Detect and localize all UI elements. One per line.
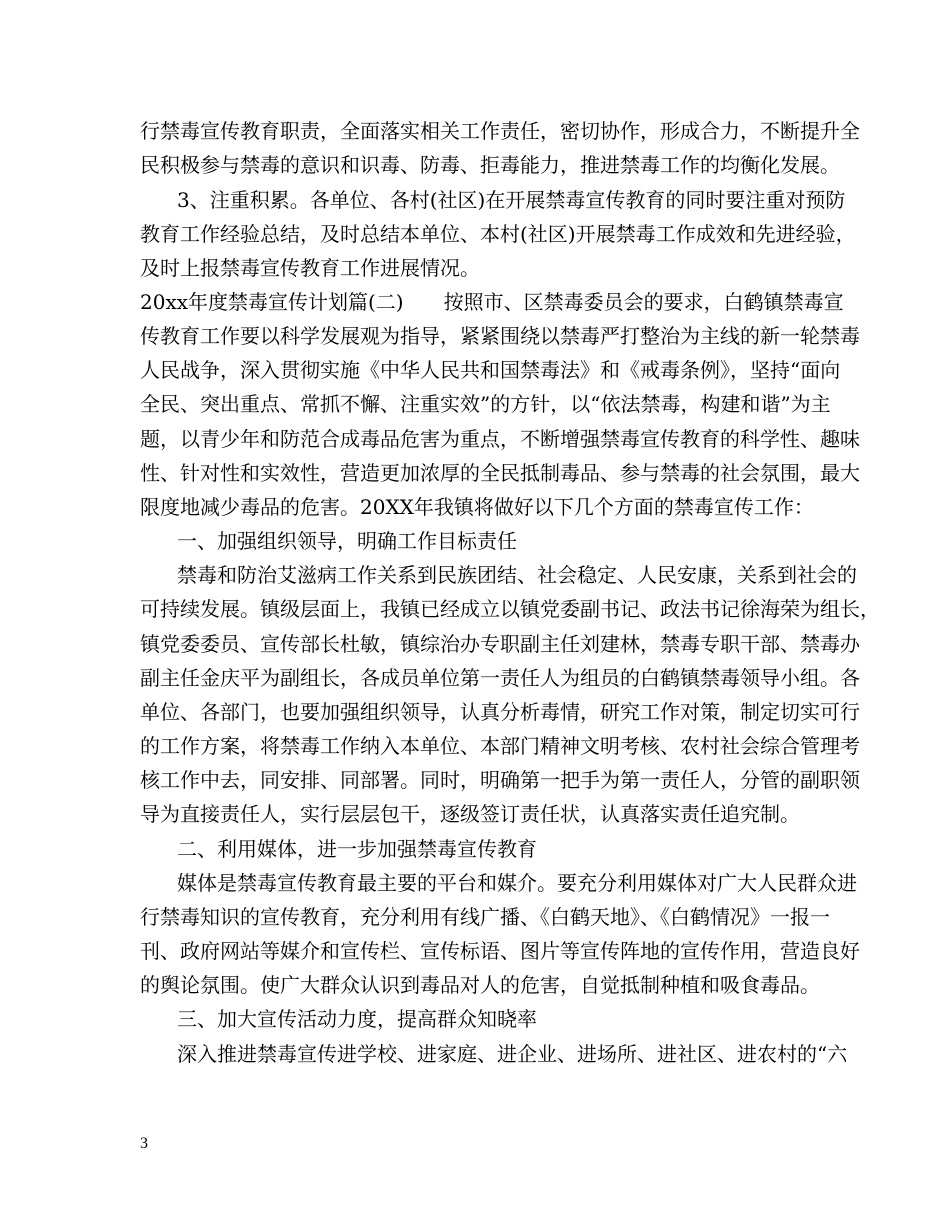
subheading-line: 一、加强组织领导，明确工作目标责任 — [177, 529, 517, 553]
text-line: 及时上报禁毒宣传教育工作进展情况。 — [140, 256, 480, 280]
text-line: 的工作方案，将禁毒工作纳入本单位、本部门精神文明考核、农村社会综合管理考 — [140, 734, 860, 758]
text-line: 导为直接责任人，实行层层包干，逐级签订责任状，认真落实责任追究制。 — [140, 802, 800, 826]
subheading-line: 三、加大宣传活动力度，提高群众知晓率 — [177, 1007, 537, 1031]
text-line: 副主任金庆平为副组长，各成员单位第一责任人为组员的白鹤镇禁毒领导小组。各 — [140, 666, 860, 690]
text-line: 行禁毒知识的宣传教育，充分利用有线广播、《白鹤天地》、《白鹤情况》一报一 — [140, 905, 830, 929]
text-line: 刊、政府网站等媒介和宣传栏、宣传标语、图片等宣传阵地的宣传作用，营造良好 — [140, 939, 860, 963]
text-line: 镇党委委员、宣传部长杜敏，镇综治办专职副主任刘建林，禁毒专职干部、禁毒办 — [140, 632, 860, 656]
page-number: 3 — [140, 1135, 148, 1152]
section-heading-line: 20xx年度禁毒宣传计划篇(二) 按照市、区禁毒委员会的要求，白鹤镇禁毒宣 — [140, 290, 844, 314]
text-line: 限度地减少毒品的危害。20XX年我镇将做好以下几个方面的禁毒宣传工作： — [140, 495, 814, 519]
text-line: 媒体是禁毒宣传教育最主要的平台和媒介。要充分利用媒体对广大人民群众进 — [177, 871, 857, 895]
text-line: 深入推进禁毒宣传进学校、进家庭、进企业、进场所、进社区、进农村的“六 — [177, 1042, 848, 1066]
text-line: 行禁毒宣传教育职责，全面落实相关工作责任，密切协作，形成合力，不断提升全 — [140, 119, 860, 143]
text-line: 人民战争，深入贯彻实施《中华人民共和国禁毒法》和《戒毒条例》，坚持“面向 — [140, 358, 841, 382]
text-line: 核工作中去，同安排、同部署。同时，明确第一把手为第一责任人，分管的副职领 — [140, 768, 860, 792]
text-line: 禁毒和防治艾滋病工作关系到民族团结、社会稳定、人民安康，关系到社会的 — [177, 563, 857, 587]
text-line: 可持续发展。镇级层面上，我镇已经成立以镇党委副书记、政法书记徐海荣为组长， — [140, 597, 880, 621]
text-line: 3、注重积累。各单位、各村(社区)在开展禁毒宣传教育的同时要注重对预防 — [177, 188, 846, 212]
subheading-line: 二、利用媒体，进一步加强禁毒宣传教育 — [177, 837, 537, 861]
text-line: 教育工作经验总结，及时总结本单位、本村(社区)开展禁毒工作成效和先进经验， — [140, 222, 856, 246]
text-line: 性、针对性和实效性，营造更加浓厚的全民抵制毒品、参与禁毒的社会氛围，最大 — [140, 461, 860, 485]
text-line: 全民、突出重点、常抓不懈、注重实效”的方针，以“依法禁毒，构建和谐”为主 — [140, 392, 831, 416]
text-line: 题，以青少年和防范合成毒品危害为重点，不断增强禁毒宣传教育的科学性、趣味 — [140, 427, 860, 451]
text-line: 的舆论氛围。使广大群众认识到毒品对人的危害，自觉抵制种植和吸食毒品。 — [140, 973, 820, 997]
text-line: 传教育工作要以科学发展观为指导，紧紧围绕以禁毒严打整治为主线的新一轮禁毒 — [140, 324, 860, 348]
text-line: 单位、各部门，也要加强组织领导，认真分析毒情，研究工作对策，制定切实可行 — [140, 700, 860, 724]
text-line: 民积极参与禁毒的意识和识毒、防毒、拒毒能力，推进禁毒工作的均衡化发展。 — [140, 153, 840, 177]
